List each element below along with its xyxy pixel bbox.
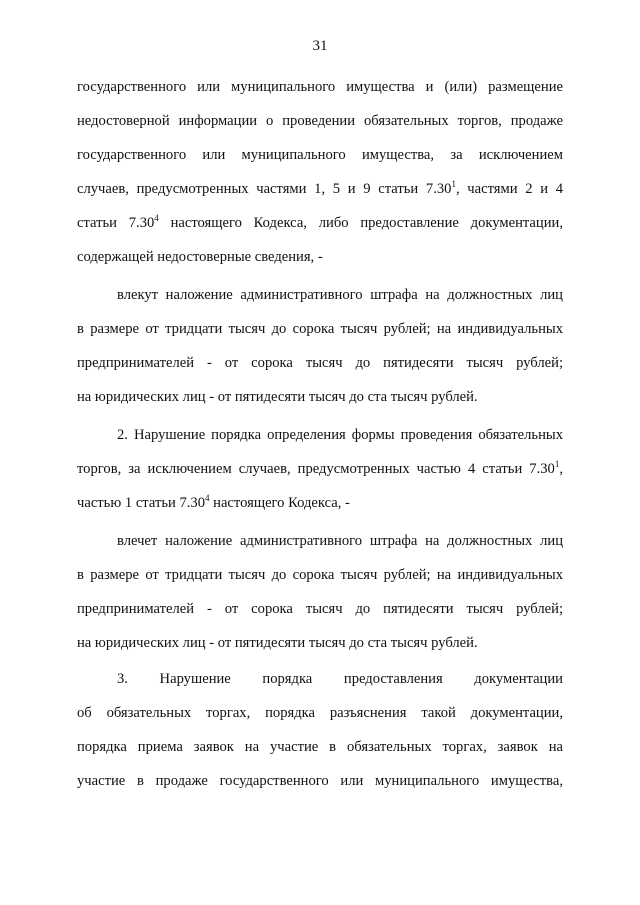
- superscript: 1: [554, 459, 560, 469]
- paragraph-2-line-2: в размере от тридцати тысяч до сорока тысяч рублей; на индивидуальных: [77, 321, 563, 337]
- paragraph-5-line-4: участие в продаже государственного или муниципального имущества,: [77, 773, 563, 789]
- paragraph-2-line-1: влекут наложение административного штрафа на должностных лиц: [117, 287, 563, 303]
- paragraph-5-line-2: об обязательных торгах, порядка разъяснения такой документации,: [77, 705, 563, 721]
- paragraph-1-line-5: [77, 214, 563, 233]
- paragraph-5-line-1: 3. Нарушение порядка предоставления документации: [117, 671, 563, 687]
- paragraph-3-line-2: [77, 460, 563, 479]
- text-run: настоящего Кодекса, -: [209, 495, 350, 511]
- text-run: настоящего Кодекса, либо предоставление документации,: [158, 215, 563, 231]
- paragraph-5-line-3: порядка приема заявок на участие в обязательных торгах, заявок на: [77, 739, 563, 755]
- paragraph-2-line-4: на юридических лиц - от пятидесяти тысяч до ста тысяч рублей.: [77, 389, 478, 405]
- paragraph-1-line-1: государственного или муниципального имущества и (или) размещение: [77, 79, 563, 95]
- paragraph-2-line-3: предпринимателей - от сорока тысяч до пятидесяти тысяч рублей;: [77, 355, 563, 371]
- text-run: торгов, за исключением случаев, предусмотренных частью 4 статьи 7.30: [77, 461, 555, 477]
- paragraph-1-line-2: недостоверной информации о проведении обязательных торгов, продаже: [77, 113, 563, 129]
- superscript: 4: [205, 493, 210, 503]
- text-run: ,: [559, 461, 563, 477]
- text-run: , частями 2 и 4: [455, 181, 563, 197]
- superscript: 4: [154, 213, 159, 223]
- paragraph-3-line-3: [77, 494, 563, 513]
- paragraph-1-line-4: [77, 180, 563, 199]
- paragraph-1-line-6: содержащей недостоверные сведения, -: [77, 249, 323, 265]
- paragraph-3-line-1: 2. Нарушение порядка определения формы проведения обязательных: [117, 427, 563, 443]
- paragraph-1-line-3: государственного или муниципального имущества, за исключением: [77, 147, 563, 163]
- paragraph-4-line-4: на юридических лиц - от пятидесяти тысяч до ста тысяч рублей.: [77, 635, 478, 651]
- superscript: 1: [451, 179, 456, 189]
- page-number: 31: [312, 38, 328, 54]
- paragraph-4-line-2: в размере от тридцати тысяч до сорока тысяч рублей; на индивидуальных: [77, 567, 563, 583]
- text-run: случаев, предусмотренных частями 1, 5 и 9 статьи 7.30: [77, 181, 452, 197]
- text-run: частью 1 статьи 7.30: [77, 495, 205, 511]
- paragraph-4-line-3: предпринимателей - от сорока тысяч до пятидесяти тысяч рублей;: [77, 601, 563, 617]
- paragraph-4-line-1: влечет наложение административного штрафа на должностных лиц: [117, 533, 563, 549]
- text-run: статьи 7.30: [77, 215, 155, 231]
